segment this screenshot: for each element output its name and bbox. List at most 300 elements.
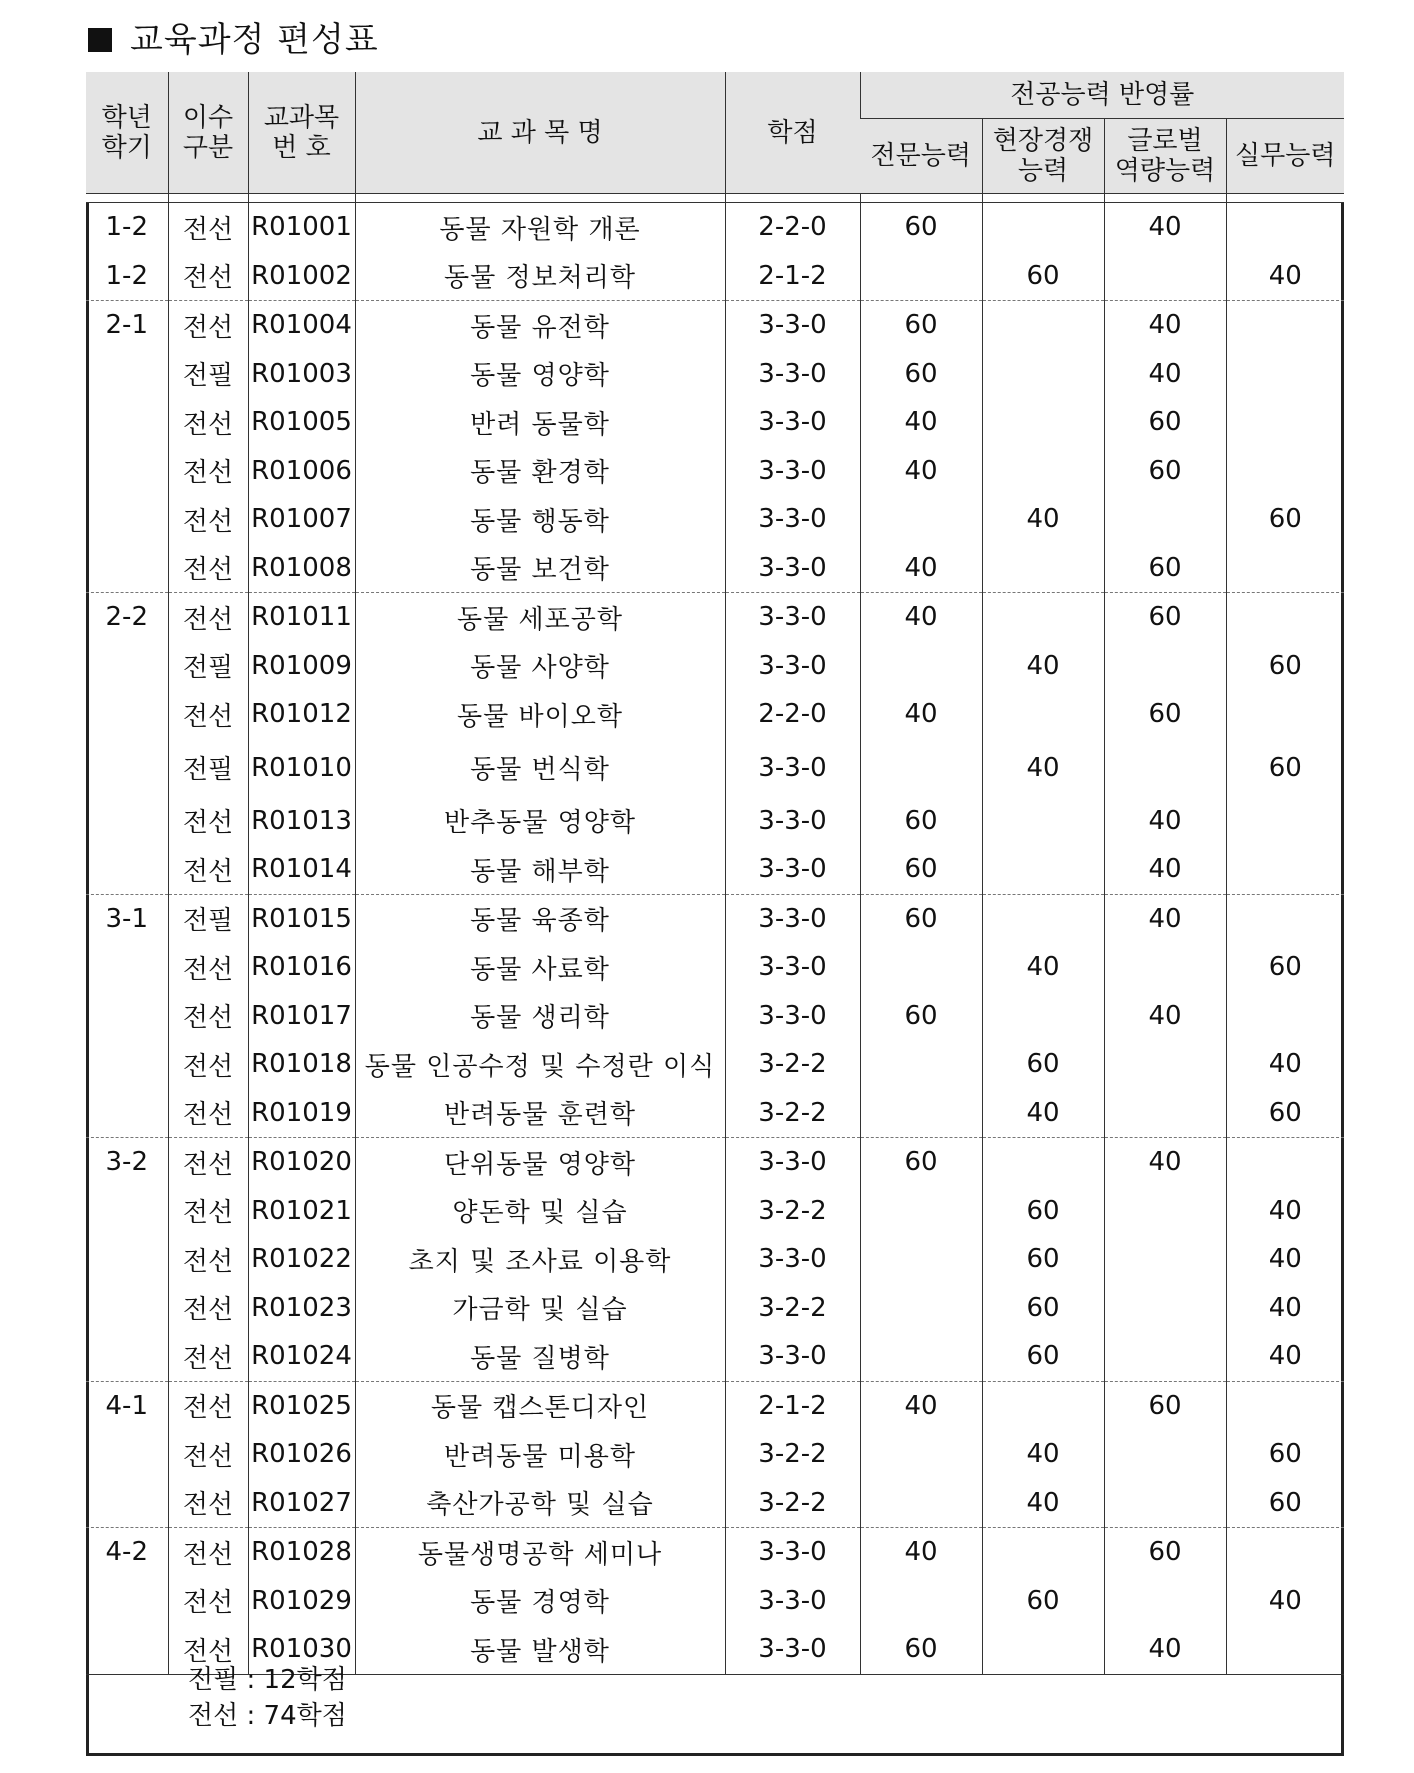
header-code-line2: 번 호 (272, 132, 331, 163)
cell-course-code: R01023 (248, 1284, 355, 1333)
header-credit: 학점 (725, 72, 860, 194)
cell-course-code: R01024 (248, 1332, 355, 1381)
cell-comp-professional: 60 (860, 203, 982, 252)
cell-course-code: R01006 (248, 447, 355, 496)
cell-type: 전선 (168, 943, 248, 992)
cell-comp-practical: 60 (1226, 943, 1344, 992)
cell-term (86, 992, 168, 1041)
cell-term (86, 350, 168, 399)
cell-credit: 3-3-0 (725, 894, 860, 943)
header-course-name: 교 과 목 명 (355, 72, 725, 194)
cell-type: 전필 (168, 894, 248, 943)
cell-course-name: 동물 정보처리학 (355, 252, 725, 301)
table-row (86, 690, 1344, 739)
cell-comp-practical: 60 (1226, 1430, 1344, 1479)
cell-comp-field: 40 (982, 1479, 1104, 1528)
cell-type: 전선 (168, 252, 248, 301)
cell-term (86, 1284, 168, 1333)
table-row (86, 1284, 1344, 1333)
cell-comp-field: 60 (982, 1577, 1104, 1626)
cell-course-code: R01002 (248, 252, 355, 301)
table-row (86, 1187, 1344, 1236)
cell-course-name: 동물 해부학 (355, 845, 725, 894)
cell-comp-practical (1226, 894, 1344, 943)
cell-term: 2-2 (86, 593, 168, 642)
cell-comp-professional: 60 (860, 301, 982, 350)
cell-type: 전필 (168, 642, 248, 691)
cell-comp-global: 40 (1104, 797, 1226, 846)
cell-comp-field (982, 301, 1104, 350)
cell-comp-field: 60 (982, 252, 1104, 301)
cell-comp-practical: 40 (1226, 1332, 1344, 1381)
cell-comp-professional: 60 (860, 992, 982, 1041)
table-row (86, 1577, 1344, 1626)
cell-comp-field (982, 593, 1104, 642)
cell-comp-practical: 60 (1226, 1479, 1344, 1528)
cell-type: 전선 (168, 495, 248, 544)
cell-comp-global (1104, 1040, 1226, 1089)
cell-type: 전선 (168, 1332, 248, 1381)
cell-comp-field (982, 894, 1104, 943)
cell-credit: 3-2-2 (725, 1040, 860, 1089)
cell-type: 전선 (168, 1430, 248, 1479)
cell-type: 전선 (168, 690, 248, 739)
cell-course-name: 동물 캡스톤디자인 (355, 1381, 725, 1430)
header-year: 학년 (101, 102, 152, 133)
cell-comp-practical: 60 (1226, 495, 1344, 544)
table-row (86, 447, 1344, 496)
cell-comp-practical: 60 (1226, 739, 1344, 797)
cell-type: 전선 (168, 1577, 248, 1626)
cell-type: 전선 (168, 301, 248, 350)
cell-credit: 3-3-0 (725, 350, 860, 399)
cell-term (86, 1187, 168, 1236)
cell-course-code: R01030 (248, 1625, 355, 1674)
header-type (168, 72, 248, 194)
cell-comp-practical (1226, 1138, 1344, 1187)
cell-comp-global: 40 (1104, 894, 1226, 943)
cell-comp-global (1104, 943, 1226, 992)
table-row (86, 203, 1344, 252)
cell-comp-field: 60 (982, 1040, 1104, 1089)
cell-type: 전선 (168, 1187, 248, 1236)
cell-comp-practical (1226, 350, 1344, 399)
cell-term (86, 1625, 168, 1674)
page-title (88, 18, 379, 62)
cell-term (86, 1577, 168, 1626)
table-row (86, 1040, 1344, 1089)
cell-comp-global (1104, 642, 1226, 691)
table-row (86, 1479, 1344, 1528)
cell-course-code: R01005 (248, 398, 355, 447)
cell-type: 전선 (168, 1089, 248, 1138)
cell-credit: 3-3-0 (725, 447, 860, 496)
table-row (86, 894, 1344, 943)
table-row (86, 1528, 1344, 1577)
cell-comp-professional (860, 1235, 982, 1284)
table-row (86, 1381, 1344, 1430)
cell-comp-global: 60 (1104, 447, 1226, 496)
table-row (86, 642, 1344, 691)
cell-credit: 2-2-0 (725, 203, 860, 252)
cell-course-name: 동물 발생학 (355, 1625, 725, 1674)
table-row (86, 593, 1344, 642)
cell-comp-professional: 40 (860, 1528, 982, 1577)
cell-course-code: R01010 (248, 739, 355, 797)
cell-course-code: R01028 (248, 1528, 355, 1577)
cell-course-name: 동물 세포공학 (355, 593, 725, 642)
cell-comp-professional (860, 495, 982, 544)
cell-comp-global (1104, 1479, 1226, 1528)
header-separator (86, 194, 1344, 203)
cell-comp-field: 40 (982, 1089, 1104, 1138)
cell-course-name: 동물 영양학 (355, 350, 725, 399)
cell-course-code: R01016 (248, 943, 355, 992)
table-header (86, 72, 1344, 203)
cell-comp-field: 40 (982, 943, 1104, 992)
cell-comp-field (982, 690, 1104, 739)
cell-type: 전필 (168, 350, 248, 399)
cell-comp-professional (860, 642, 982, 691)
cell-course-name: 양돈학 및 실습 (355, 1187, 725, 1236)
table-body (86, 203, 1344, 1675)
cell-course-code: R01014 (248, 845, 355, 894)
cell-comp-global: 40 (1104, 203, 1226, 252)
cell-comp-field: 40 (982, 495, 1104, 544)
cell-credit: 3-3-0 (725, 495, 860, 544)
cell-comp-practical (1226, 203, 1344, 252)
cell-type: 전선 (168, 398, 248, 447)
header-comp-practical: 실무능력 (1226, 119, 1344, 194)
cell-term (86, 544, 168, 593)
cell-comp-global (1104, 1089, 1226, 1138)
table-row (86, 1430, 1344, 1479)
cell-comp-field (982, 1528, 1104, 1577)
cell-course-name: 동물 사양학 (355, 642, 725, 691)
cell-credit: 3-3-0 (725, 544, 860, 593)
table-row (86, 739, 1344, 797)
cell-course-code: R01015 (248, 894, 355, 943)
cell-course-code: R01020 (248, 1138, 355, 1187)
cell-type: 전선 (168, 1381, 248, 1430)
cell-comp-global (1104, 1187, 1226, 1236)
cell-comp-practical (1226, 845, 1344, 894)
cell-comp-field (982, 544, 1104, 593)
header-comp-global (1104, 119, 1226, 194)
cell-comp-professional: 60 (860, 845, 982, 894)
cell-term (86, 943, 168, 992)
table-row (86, 1235, 1344, 1284)
cell-course-code: R01001 (248, 203, 355, 252)
cell-credit: 3-2-2 (725, 1187, 860, 1236)
cell-comp-practical (1226, 1625, 1344, 1674)
cell-comp-global (1104, 1332, 1226, 1381)
cell-term: 3-1 (86, 894, 168, 943)
cell-course-name: 동물 육종학 (355, 894, 725, 943)
cell-comp-practical (1226, 398, 1344, 447)
cell-comp-field (982, 992, 1104, 1041)
cell-credit: 3-2-2 (725, 1479, 860, 1528)
cell-course-code: R01007 (248, 495, 355, 544)
cell-term: 1-2 (105, 260, 148, 291)
cell-comp-professional: 60 (860, 350, 982, 399)
cell-comp-global: 60 (1104, 593, 1226, 642)
header-type-line1: 이수 (182, 102, 234, 133)
cell-credit: 3-3-0 (725, 1528, 860, 1577)
cell-comp-global: 40 (1104, 992, 1226, 1041)
cell-comp-global: 60 (1104, 544, 1226, 593)
cell-type: 전선 (168, 1235, 248, 1284)
cell-course-name: 동물 인공수정 및 수정란 이식 (355, 1040, 725, 1089)
cell-comp-field: 40 (982, 1430, 1104, 1479)
cell-comp-field: 40 (982, 739, 1104, 797)
cell-credit: 3-3-0 (725, 642, 860, 691)
cell-comp-global (1104, 252, 1226, 301)
header-year-term (86, 72, 168, 194)
cell-credit: 3-3-0 (725, 1577, 860, 1626)
cell-term (86, 447, 168, 496)
cell-credit: 3-3-0 (725, 1138, 860, 1187)
cell-term: 3-2 (86, 1138, 168, 1187)
cell-comp-practical (1226, 544, 1344, 593)
cell-comp-practical: 40 (1226, 1577, 1344, 1626)
cell-course-name: 동물 보건학 (355, 544, 725, 593)
cell-comp-practical (1226, 301, 1344, 350)
cell-credit: 2-1-2 (725, 252, 860, 301)
curriculum-table (86, 72, 1344, 1773)
table-row (86, 1332, 1344, 1381)
cell-course-code: R01018 (248, 1040, 355, 1089)
cell-comp-field (982, 797, 1104, 846)
cell-course-code: R01003 (248, 350, 355, 399)
header-comp-professional: 전문능력 (860, 119, 982, 194)
cell-type: 전필 (168, 739, 248, 797)
cell-credit: 3-2-2 (725, 1284, 860, 1333)
cell-comp-professional: 40 (860, 1381, 982, 1430)
cell-comp-field (982, 350, 1104, 399)
cell-course-name: 반려동물 훈련학 (355, 1089, 725, 1138)
cell-course-name: 동물 바이오학 (355, 690, 725, 739)
cell-term (86, 690, 168, 739)
cell-course-name: 반려 동물학 (355, 398, 725, 447)
cell-term (86, 1479, 168, 1528)
cell-credit: 2-2-0 (725, 690, 860, 739)
table-row (86, 1138, 1344, 1187)
square-bullet-icon (88, 28, 112, 52)
cell-comp-global (1104, 1235, 1226, 1284)
table-row (86, 398, 1344, 447)
cell-comp-global: 40 (1104, 1625, 1226, 1674)
cell-course-code: R01022 (248, 1235, 355, 1284)
cell-term (86, 1430, 168, 1479)
cell-credit: 3-3-0 (725, 943, 860, 992)
cell-credit: 3-3-0 (725, 1332, 860, 1381)
cell-comp-global (1104, 1284, 1226, 1333)
cell-type: 전선 (168, 797, 248, 846)
cell-comp-field (982, 1138, 1104, 1187)
cell-comp-field (982, 1625, 1104, 1674)
cell-type: 전선 (168, 992, 248, 1041)
cell-comp-professional: 60 (860, 1138, 982, 1187)
cell-comp-practical (1226, 797, 1344, 846)
cell-comp-practical: 40 (1226, 1284, 1344, 1333)
cell-type: 전선 (168, 1625, 248, 1674)
cell-type: 전선 (168, 1284, 248, 1333)
cell-comp-field (982, 398, 1104, 447)
table-row (86, 845, 1344, 894)
cell-type: 전선 (168, 845, 248, 894)
cell-comp-global: 60 (1104, 398, 1226, 447)
cell-term (86, 845, 168, 894)
credit-summary-elective: 전선 : 74학점 (188, 1701, 347, 1731)
cell-type: 전선 (168, 1138, 248, 1187)
cell-comp-field (982, 447, 1104, 496)
cell-course-name: 동물 유전학 (355, 301, 725, 350)
cell-type: 전선 (168, 1479, 248, 1528)
header-type-line2: 구분 (182, 132, 234, 163)
cell-term (86, 1040, 168, 1089)
cell-comp-global: 40 (1104, 845, 1226, 894)
cell-course-code: R01021 (248, 1187, 355, 1236)
cell-term: 4-1 (86, 1381, 168, 1430)
cell-comp-practical (1226, 593, 1344, 642)
cell-course-name: 가금학 및 실습 (355, 1284, 725, 1333)
cell-comp-global: 40 (1104, 350, 1226, 399)
cell-comp-global (1104, 1577, 1226, 1626)
cell-comp-global: 40 (1104, 1138, 1226, 1187)
table-row (86, 797, 1344, 846)
cell-term: 2-1 (86, 301, 168, 350)
cell-course-name: 동물 사료학 (355, 943, 725, 992)
cell-course-code: R01027 (248, 1479, 355, 1528)
cell-comp-professional: 60 (860, 894, 982, 943)
cell-comp-professional (860, 1479, 982, 1528)
cell-credit: 3-3-0 (725, 739, 860, 797)
cell-comp-professional: 40 (860, 447, 982, 496)
cell-comp-professional (860, 1187, 982, 1236)
cell-comp-practical (1226, 690, 1344, 739)
cell-course-name: 동물 질병학 (355, 1332, 725, 1381)
cell-type: 전선 (168, 203, 248, 252)
cell-comp-field (982, 203, 1104, 252)
cell-term: 1-2 (105, 212, 148, 243)
table-row (86, 992, 1344, 1041)
cell-comp-professional: 40 (860, 593, 982, 642)
credit-summary (188, 1662, 347, 1734)
cell-credit: 3-3-0 (725, 1625, 860, 1674)
page-title-text: 교육과정 편성표 (130, 20, 379, 60)
cell-course-name: 반려동물 미용학 (355, 1430, 725, 1479)
cell-comp-professional: 40 (860, 398, 982, 447)
cell-credit: 3-3-0 (725, 797, 860, 846)
table-row (86, 943, 1344, 992)
cell-term (86, 1089, 168, 1138)
header-code-line1: 교과목 (263, 102, 340, 133)
table-row (86, 350, 1344, 399)
cell-credit: 3-3-0 (725, 593, 860, 642)
header-comp-field-line2: 능력 (1017, 156, 1069, 186)
header-comp-global-line2: 역량능력 (1114, 156, 1216, 186)
cell-course-name: 단위동물 영양학 (355, 1138, 725, 1187)
cell-term (86, 797, 168, 846)
table-row (86, 252, 1344, 301)
cell-credit: 3-3-0 (725, 1235, 860, 1284)
cell-comp-field (982, 845, 1104, 894)
cell-course-name: 초지 및 조사료 이용학 (355, 1235, 725, 1284)
table-row (86, 1089, 1344, 1138)
cell-comp-global (1104, 739, 1226, 797)
cell-course-code: R01026 (248, 1430, 355, 1479)
table-row (86, 544, 1344, 593)
header-code (248, 72, 355, 194)
cell-comp-professional: 60 (860, 1625, 982, 1674)
cell-term (86, 642, 168, 691)
cell-comp-field: 40 (982, 642, 1104, 691)
cell-course-name: 동물 환경학 (355, 447, 725, 496)
cell-comp-field (982, 1381, 1104, 1430)
cell-course-name: 동물 자원학 개론 (355, 203, 725, 252)
cell-comp-professional (860, 252, 982, 301)
cell-term (86, 1332, 168, 1381)
cell-course-code: R01029 (248, 1577, 355, 1626)
cell-credit: 3-3-0 (725, 301, 860, 350)
cell-comp-professional (860, 1040, 982, 1089)
cell-comp-professional: 40 (860, 544, 982, 593)
cell-comp-global: 60 (1104, 690, 1226, 739)
cell-term (86, 739, 168, 797)
cell-course-name: 동물 생리학 (355, 992, 725, 1041)
cell-comp-professional (860, 1430, 982, 1479)
cell-course-code: R01012 (248, 690, 355, 739)
cell-term: 4-2 (86, 1528, 168, 1577)
cell-comp-practical: 40 (1226, 1235, 1344, 1284)
cell-type: 전선 (168, 544, 248, 593)
cell-comp-field: 60 (982, 1284, 1104, 1333)
cell-course-code: R01017 (248, 992, 355, 1041)
cell-course-code: R01011 (248, 593, 355, 642)
cell-course-name: 동물 번식학 (355, 739, 725, 797)
cell-comp-global (1104, 495, 1226, 544)
table-row (86, 495, 1344, 544)
cell-comp-global: 40 (1104, 301, 1226, 350)
cell-course-code: R01008 (248, 544, 355, 593)
cell-comp-practical: 60 (1226, 642, 1344, 691)
header-term: 학기 (101, 132, 152, 163)
cell-course-name: 반추동물 영양학 (355, 797, 725, 846)
cell-course-code: R01013 (248, 797, 355, 846)
cell-course-name: 동물생명공학 세미나 (355, 1528, 725, 1577)
cell-term (86, 495, 168, 544)
cell-course-code: R01025 (248, 1381, 355, 1430)
cell-course-name: 축산가공학 및 실습 (355, 1479, 725, 1528)
cell-comp-professional: 60 (860, 797, 982, 846)
cell-comp-professional: 40 (860, 690, 982, 739)
cell-type: 전선 (168, 1040, 248, 1089)
cell-comp-professional (860, 1577, 982, 1626)
cell-comp-global: 60 (1104, 1528, 1226, 1577)
cell-comp-practical: 40 (1226, 1187, 1344, 1236)
cell-comp-field: 60 (982, 1187, 1104, 1236)
cell-credit: 3-3-0 (725, 845, 860, 894)
cell-credit: 3-3-0 (725, 992, 860, 1041)
cell-course-code: R01004 (248, 301, 355, 350)
credit-summary-required: 전필 : 12학점 (188, 1665, 347, 1695)
header-comp-field-line1: 현장경쟁 (992, 126, 1094, 156)
cell-comp-practical (1226, 992, 1344, 1041)
header-comp-field (982, 119, 1104, 194)
cell-comp-professional (860, 1284, 982, 1333)
cell-type: 전선 (168, 447, 248, 496)
